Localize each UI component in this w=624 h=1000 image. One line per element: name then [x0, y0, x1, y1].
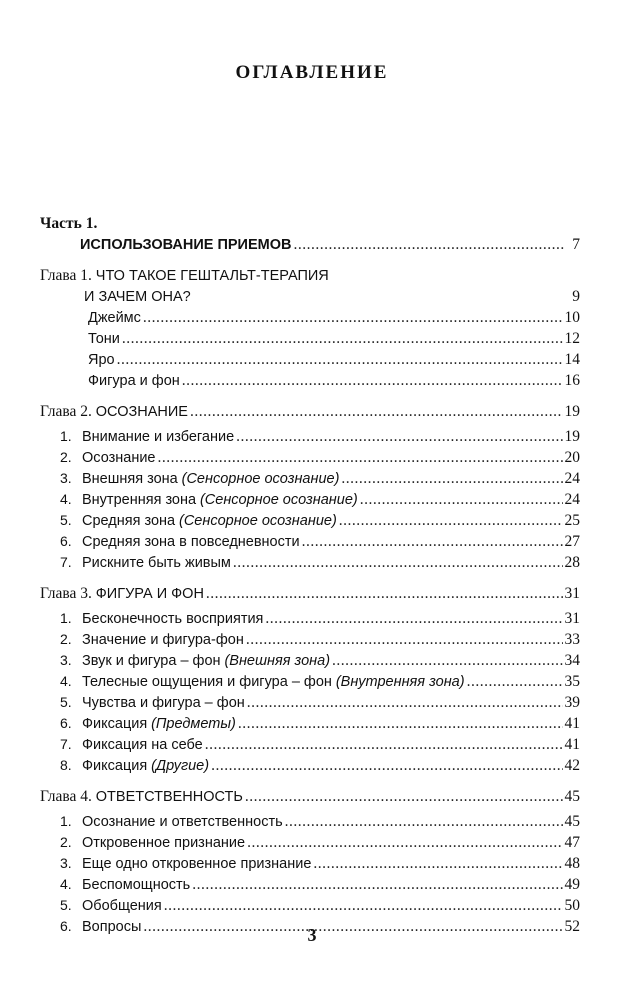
entry-text: Осознание и ответственность: [82, 814, 283, 830]
toc-entry[interactable]: [40, 650, 580, 671]
entry-text: Телесные ощущения и фигура – фон: [82, 674, 332, 690]
leader-dots: [313, 853, 562, 874]
page-ref: 45: [564, 813, 580, 830]
entry-number: 1.: [60, 610, 72, 626]
entry-title: [60, 426, 234, 448]
toc-entry[interactable]: [40, 608, 580, 629]
entry-number: 6.: [60, 918, 72, 934]
page-title: ОГЛАВЛЕНИЕ: [235, 62, 389, 83]
entry-number: 8.: [60, 757, 72, 773]
toc-entry[interactable]: [40, 349, 580, 370]
entry-title: [60, 895, 162, 917]
entry-note: (Предметы): [151, 716, 236, 732]
entry-number: 1.: [60, 813, 72, 829]
part-heading: ИСПОЛЬЗОВАНИЕ ПРИЕМОВ: [80, 237, 292, 253]
entry-text: Средняя зона в повседневности: [82, 534, 300, 550]
leader-dots: [238, 713, 563, 734]
page-ref: 35: [564, 673, 580, 690]
entry-number: 2.: [60, 449, 72, 465]
entry-text: Откровенное признание: [82, 835, 246, 851]
entry-title: [60, 811, 283, 833]
entry-title: [60, 629, 244, 651]
chapter-1-row[interactable]: [40, 265, 580, 286]
entry-number: 3.: [60, 652, 72, 668]
leader-dots: [192, 874, 562, 895]
page-ref: 48: [564, 855, 580, 872]
entry-text: Бесконечность восприятия: [82, 611, 264, 627]
page-number: 3: [307, 925, 317, 945]
page-ref: 24: [564, 470, 580, 487]
part-label: Часть 1.: [40, 215, 98, 232]
page-ref: 9: [572, 288, 580, 305]
entry-text: Фиксация: [82, 758, 148, 774]
entry-number: 3.: [60, 470, 72, 486]
leader-dots: [122, 328, 563, 349]
entry-title: Тони: [88, 331, 120, 347]
page-ref: 45: [564, 788, 580, 805]
entry-title: [60, 468, 339, 490]
chapter-label: Глава 4.: [40, 788, 92, 805]
chapter-title: ОСОЗНАНИЕ: [95, 404, 188, 420]
entry-number: 6.: [60, 533, 72, 549]
toc-entry[interactable]: [40, 552, 580, 573]
leader-dots: [206, 583, 563, 604]
entry-text: Внимание и избегание: [82, 429, 235, 445]
page-ref: 33: [564, 631, 580, 648]
page-ref: 28: [564, 554, 580, 571]
chapter-label: Глава 1.: [40, 267, 92, 284]
page-ref: 52: [564, 918, 580, 935]
entry-text: Фиксация на себе: [82, 737, 203, 753]
toc-entry[interactable]: [40, 510, 580, 531]
leader-dots: [285, 811, 563, 832]
page-ref: 12: [564, 330, 580, 347]
entry-note: (Сенсорное осознание): [199, 492, 358, 508]
page-ref: 7: [572, 236, 580, 253]
leader-dots: [157, 447, 562, 468]
entry-title: [60, 832, 245, 854]
entry-number: 6.: [60, 715, 72, 731]
leader-dots: [211, 755, 562, 776]
toc-entry[interactable]: [40, 853, 580, 874]
entry-title: [60, 510, 337, 532]
page-ref: 27: [564, 533, 580, 550]
chapter-3-row[interactable]: [40, 583, 580, 604]
leader-dots: [293, 234, 564, 255]
entry-title: [60, 650, 330, 672]
entry-number: 5.: [60, 694, 72, 710]
entry-number: 7.: [60, 736, 72, 752]
toc-entry[interactable]: [40, 734, 580, 755]
entry-note: (Внешняя зона): [224, 653, 331, 669]
entry-title: [60, 874, 190, 896]
page-ref: 41: [564, 715, 580, 732]
toc-entry[interactable]: [40, 755, 580, 776]
table-of-contents: [40, 213, 580, 937]
page-ref: 49: [564, 876, 580, 893]
entry-text: Вопросы: [82, 919, 142, 935]
leader-dots: [143, 307, 563, 328]
entry-note: (Другие): [151, 758, 210, 774]
entry-title: Джеймс: [88, 310, 141, 326]
entry-title: [60, 755, 209, 777]
entry-title: [60, 489, 358, 511]
chapter-label: Глава 2.: [40, 403, 92, 420]
entry-title: [60, 713, 236, 735]
toc-entry[interactable]: [40, 671, 580, 692]
toc-entry[interactable]: [40, 370, 580, 391]
chapter-title: ЧТО ТАКОЕ ГЕШТАЛЬТ-ТЕРАПИЯ: [95, 268, 329, 284]
page-ref: 31: [564, 585, 580, 602]
leader-dots: [117, 349, 563, 370]
entry-number: 2.: [60, 834, 72, 850]
leader-dots: [247, 692, 563, 713]
entry-note: (Внутренняя зона): [335, 674, 465, 690]
chapter-title: ФИГУРА И ФОН: [95, 586, 204, 602]
page-ref: 39: [564, 694, 580, 711]
page-ref: 19: [564, 403, 580, 420]
entry-text: Звук и фигура – фон: [82, 653, 221, 669]
chapter-4-row[interactable]: [40, 786, 580, 807]
entry-title: Яро: [88, 352, 115, 368]
entry-text: Беспомощность: [82, 877, 191, 893]
page-ref: 20: [564, 449, 580, 466]
page-ref: 42: [564, 757, 580, 774]
toc-entry[interactable]: [40, 692, 580, 713]
toc-entry[interactable]: [40, 713, 580, 734]
page-ref: 31: [564, 610, 580, 627]
leader-dots: [265, 608, 562, 629]
entry-text: Внешняя зона: [82, 471, 178, 487]
entry-number: 4.: [60, 673, 72, 689]
entry-number: 3.: [60, 855, 72, 871]
entry-number: 5.: [60, 512, 72, 528]
entry-number: 4.: [60, 491, 72, 507]
leader-dots: [339, 510, 563, 531]
toc-entry[interactable]: [40, 811, 580, 832]
entry-title: [60, 608, 263, 630]
page-ref: 50: [564, 897, 580, 914]
leader-dots: [233, 552, 563, 573]
toc-entry[interactable]: [40, 426, 580, 447]
leader-dots: [247, 832, 562, 853]
entry-note: (Сенсорное осознание): [181, 471, 340, 487]
toc-entry[interactable]: [40, 489, 580, 510]
leader-dots: [467, 671, 563, 692]
entry-number: 7.: [60, 554, 72, 570]
chapter-label: Глава 3.: [40, 585, 92, 602]
leader-dots: [332, 650, 562, 671]
entry-note: (Сенсорное осознание): [178, 513, 337, 529]
entry-title: [60, 734, 203, 756]
entry-text: Фиксация: [82, 716, 148, 732]
entry-title: [60, 692, 245, 714]
leader-dots: [236, 426, 562, 447]
entry-text: Чувства и фигура – фон: [82, 695, 245, 711]
part-heading-row[interactable]: [40, 234, 580, 255]
entry-title: [60, 552, 231, 574]
page-ref: 19: [564, 428, 580, 445]
entry-title: [60, 671, 465, 693]
entry-text: Средняя зона: [82, 513, 176, 529]
entry-number: 4.: [60, 876, 72, 892]
leader-dots: [190, 401, 563, 422]
toc-entry[interactable]: [40, 629, 580, 650]
toc-entry[interactable]: [40, 874, 580, 895]
leader-dots: [246, 629, 563, 650]
entry-title: [60, 447, 155, 469]
entry-title: [60, 531, 300, 553]
page-ref: 10: [564, 309, 580, 326]
leader-dots: [341, 468, 562, 489]
chapter-2-row[interactable]: [40, 401, 580, 422]
leader-dots: [164, 895, 563, 916]
toc-entry[interactable]: [40, 307, 580, 328]
toc-entry[interactable]: [40, 531, 580, 552]
page-ref: 34: [564, 652, 580, 669]
page-ref: 25: [564, 512, 580, 529]
page-ref: 16: [564, 372, 580, 389]
page-ref: 47: [564, 834, 580, 851]
entry-number: 5.: [60, 897, 72, 913]
entry-text: Рискните быть живым: [82, 555, 231, 571]
leader-dots: [302, 531, 563, 552]
entry-number: 1.: [60, 428, 72, 444]
toc-entry[interactable]: [40, 832, 580, 853]
toc-entry[interactable]: [40, 447, 580, 468]
toc-entry[interactable]: [40, 468, 580, 489]
entry-title: Фигура и фон: [88, 373, 180, 389]
leader-dots: [182, 370, 563, 391]
entry-text: Обобщения: [82, 898, 162, 914]
leader-dots: [205, 734, 563, 755]
leader-dots: [245, 786, 563, 807]
part-label-row: [40, 213, 580, 234]
entry-text: Значение и фигура-фон: [82, 632, 244, 648]
toc-entry[interactable]: [40, 895, 580, 916]
page-ref: 24: [564, 491, 580, 508]
chapter-1-row-cont[interactable]: [40, 286, 580, 307]
entry-number: 2.: [60, 631, 72, 647]
page-ref: 14: [564, 351, 580, 368]
entry-text: Еще одно откровенное признание: [82, 856, 312, 872]
page-ref: 41: [564, 736, 580, 753]
chapter-title-cont: И ЗАЧЕМ ОНА?: [84, 289, 191, 305]
chapter-title: ОТВЕТСТВЕННОСТЬ: [95, 789, 243, 805]
toc-entry[interactable]: [40, 328, 580, 349]
entry-text: Осознание: [82, 450, 156, 466]
entry-text: Внутренняя зона: [82, 492, 197, 508]
leader-dots: [360, 489, 563, 510]
entry-title: [60, 853, 311, 875]
